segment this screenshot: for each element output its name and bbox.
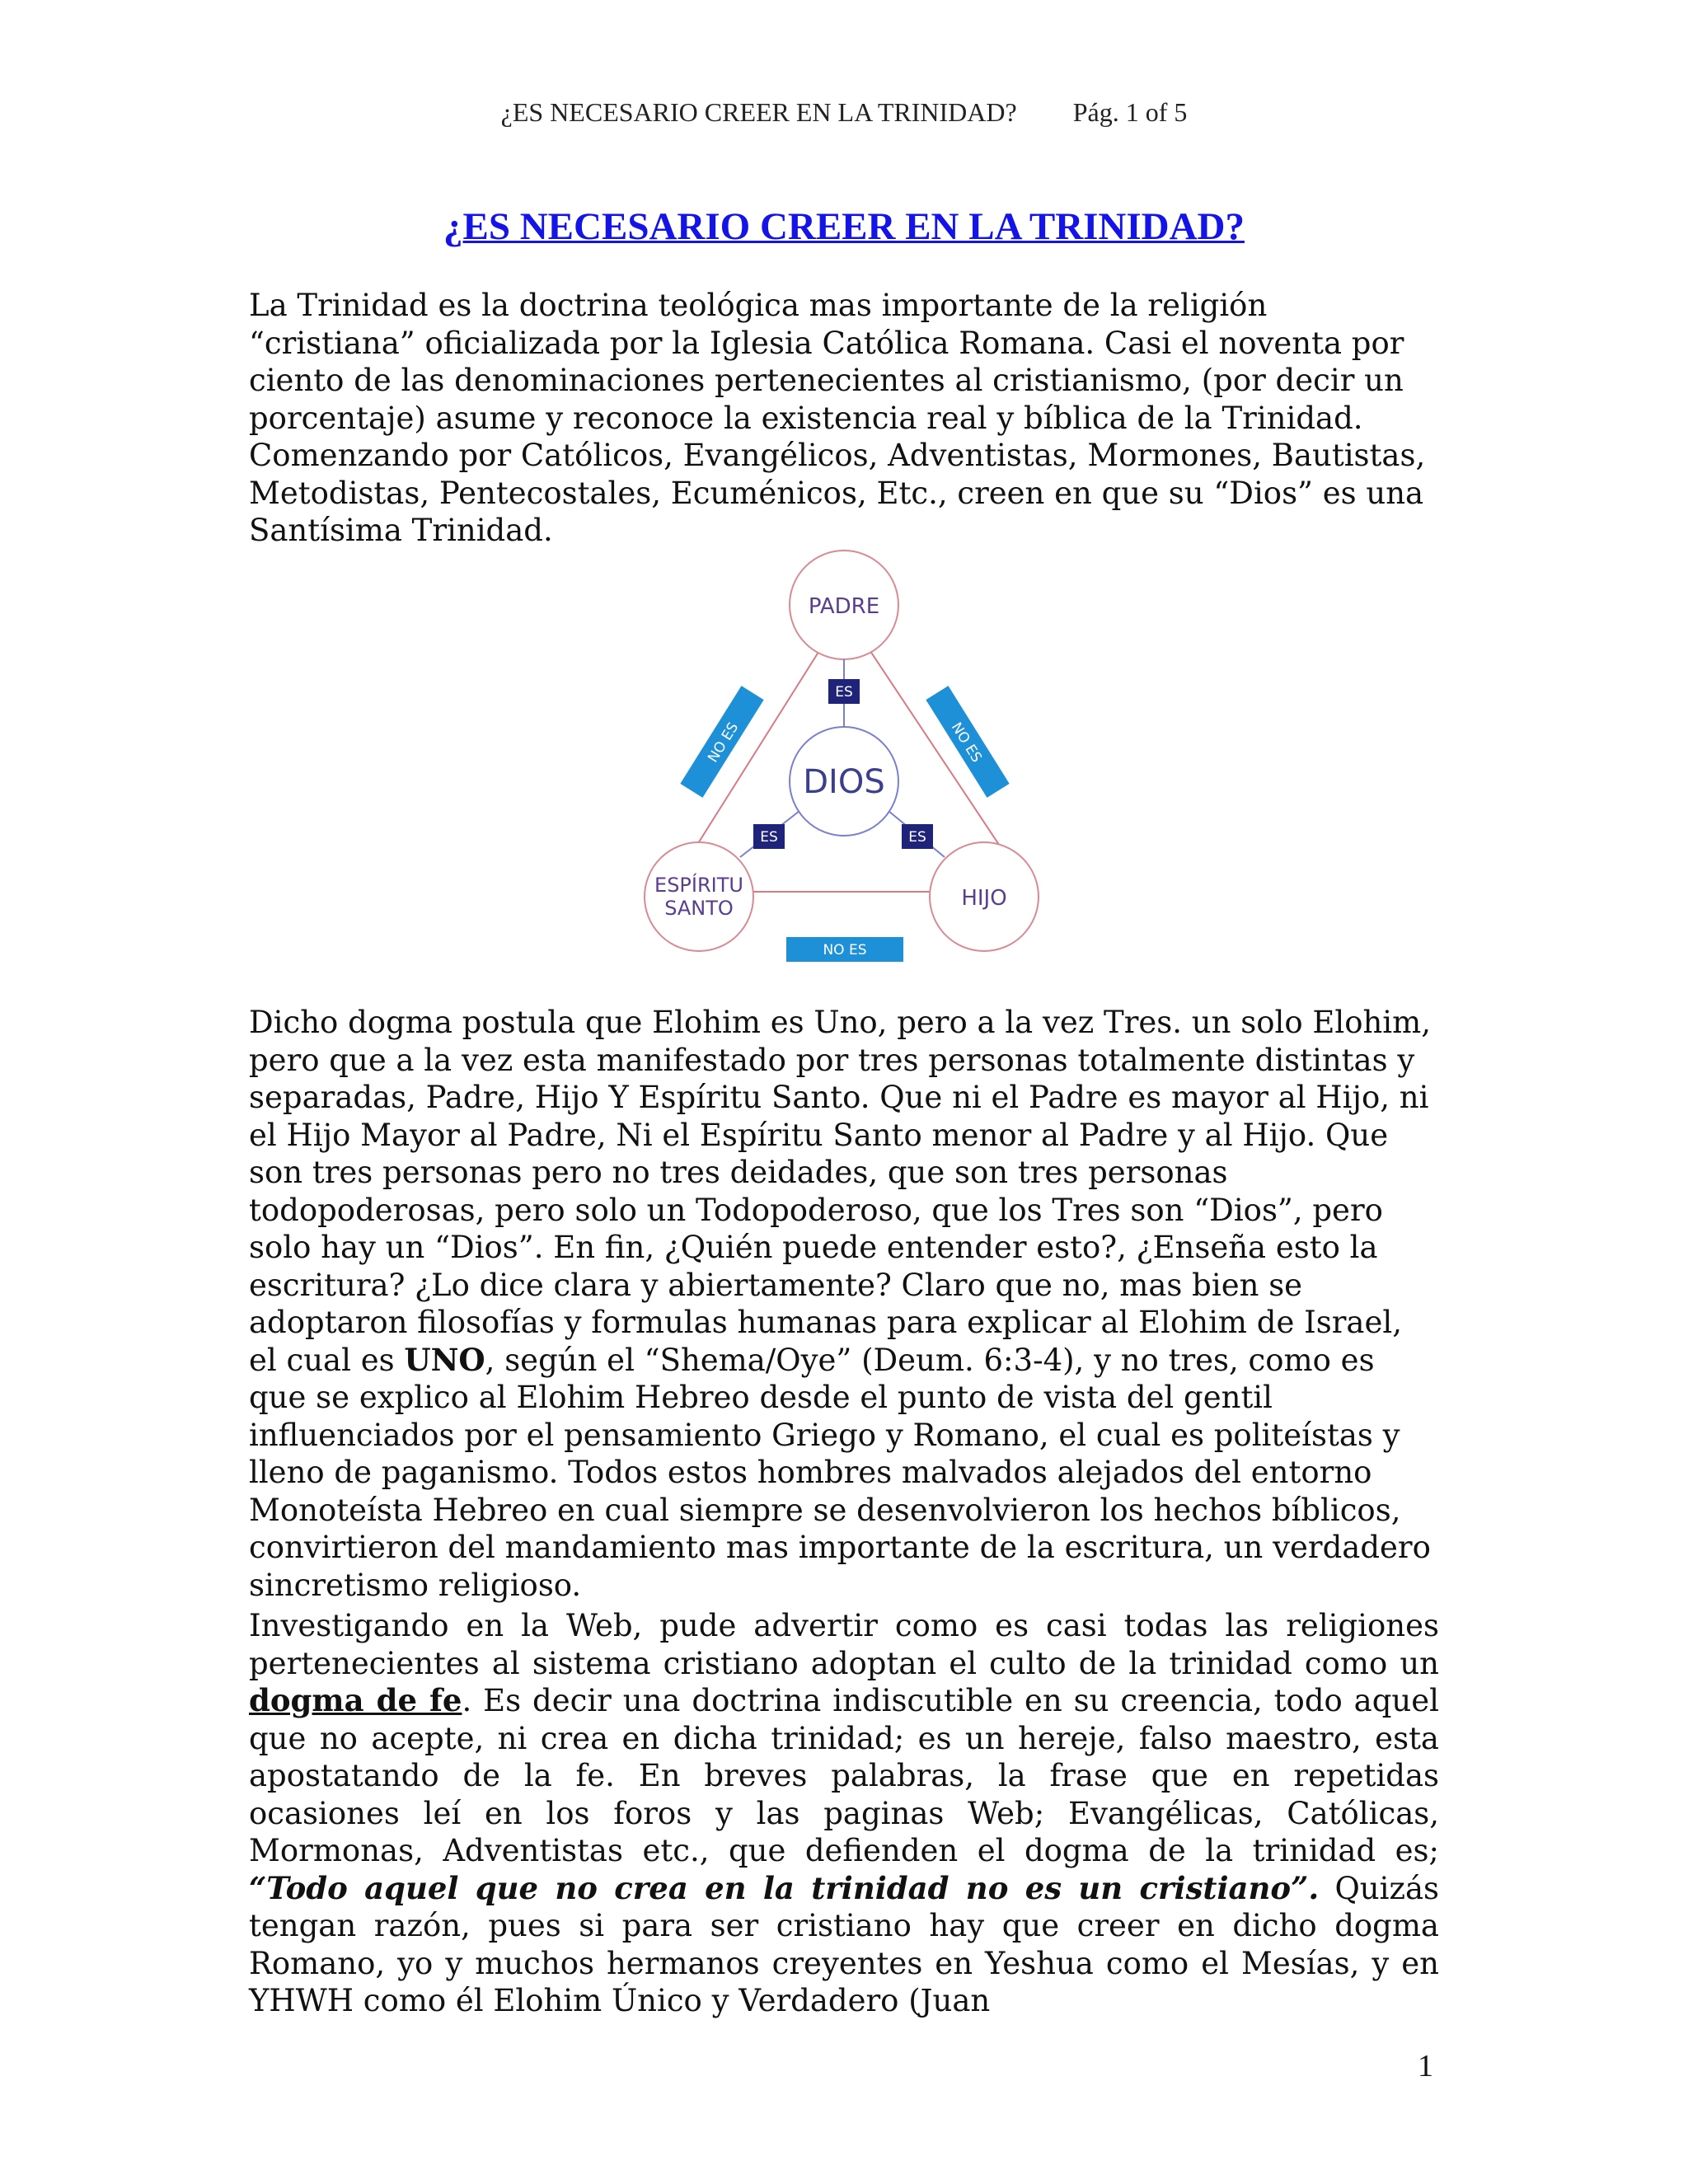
no-es-bar-bottom [786, 937, 903, 962]
paragraph-intro: La Trinidad es la doctrina teológica mas importante de la religión “cristiana” oficializada por la Iglesia Católica Romana. Casi el noventa por ciento de las denominaciones pertenecientes al cristianismo, (por decir un porcentaje) asume y reconoce la existencia real y bíblica de la Trinidad. Comenzando por Católicos, Evangélicos, Adventistas, Mormones, Bautistas, Metodistas, Pentecostales, Ecuménicos, Etc., creen en que su “Dios” es una Santísima Trinidad. [249, 288, 1426, 548]
svg-text:ES: ES [760, 829, 778, 846]
hijo-label: HIJO [961, 886, 1007, 911]
no-es-bar-right [926, 686, 1009, 798]
uno-emphasis: UNO [404, 1341, 485, 1378]
dogma-de-fe-link[interactable]: dogma de fe [249, 1682, 462, 1718]
para2-text-b: , según el “Shema/Oye” (Deum. 6:3-4), y no tres, como es que se explico al Elohim Hebreo desde el punto de vista del gentil influenciados por el pensamiento Griego y Romano, el cual es politeístas y lleno de paganismo. Todos estos hombres malvados alejados del entorno Monoteísta Hebreo en cual siempre se desenvolvieron los hechos bíblicos, convirtieron del mandamiento mas importante de la escritura, un verdadero sincretismo religioso. [249, 1342, 1431, 1603]
es-box-right [902, 824, 933, 849]
svg-text:NO ES: NO ES [947, 719, 985, 766]
running-title: ¿ES NECESARIO CREER EN LA TRINIDAD? [500, 97, 1017, 127]
es-box-left [753, 824, 785, 849]
para3-text-b: . Es decir una doctrina indiscutible en su creencia, todo aquel que no acepte, ni crea en dicha trinidad; es un hereje, falso maestro, esta apostatando de la fe. En breves palabras, la frase que en repetidas ocasiones leí en los foros y las paginas Web; Evangélicas, Católicas, Mormonas, Adventistas etc., que defienden el dogma de la trinidad es; [249, 1683, 1439, 1868]
dios-label: DIOS [803, 763, 885, 801]
page-label: Pág. 1 of 5 [1072, 97, 1188, 127]
paragraph-web [249, 1607, 1439, 2020]
running-header [0, 97, 1688, 128]
svg-text:NO ES: NO ES [705, 719, 743, 766]
para3-text-a: Investigando en la Web, pude advertir como es casi todas las religiones pertenecientes al sistema cristiano adoptan el culto de la trinidad como un [249, 1608, 1439, 1681]
para3-text-c: Quizás tengan razón, pues si para ser cristiano hay que creer en dicho dogma Romano, yo y muchos hermanos creyentes en Yeshua como el Mesías, y en YHWH como él Elohim Único y Verdadero (Juan [249, 1870, 1439, 2018]
svg-text:ES: ES [908, 829, 926, 846]
page-number: 1 [1418, 2049, 1433, 2083]
quote-emphasis: “Todo aquel que no crea en la trinidad no es un cristiano”. [249, 1869, 1320, 1906]
para2-text-a: Dicho dogma postula que Elohim es Uno, pero a la vez Tres. un solo Elohim, pero que a la vez esta manifestado por tres personas totalmente distintas y separadas, Padre, Hijo Y Espíritu Santo. Que ni el Padre es mayor al Hijo, ni el Hijo Mayor al Padre, Ni el Espíritu Santo menor al Padre y al Hijo. Que son tres personas pero no tres deidades, que son tres personas todopoderosas, pero solo un Todopoderoso, que los Tres son “Dios”, pero solo hay un “Dios”. En fin, ¿Quién puede entender esto?, ¿Enseña esto la escritura? ¿Lo dice clara y abiertamente? Claro que no, mas bien se adoptaron filosofías y formulas humanas para explicar al Elohim de Israel, el cual es [249, 1005, 1431, 1378]
no-es-bar-left [680, 686, 763, 798]
svg-text:NO ES: NO ES [823, 942, 867, 958]
svg-text:ES: ES [835, 684, 853, 701]
page-title[interactable]: ¿ES NECESARIO CREER EN LA TRINIDAD? [443, 205, 1245, 248]
es-box-top [828, 679, 860, 704]
paragraph-dogma [249, 1004, 1439, 1604]
espiritu-label-line2: SANTO [664, 897, 734, 920]
espiritu-label-line1: ESPÍRITU [654, 874, 743, 897]
padre-label: PADRE [808, 594, 880, 619]
trinity-diagram [643, 546, 1055, 974]
